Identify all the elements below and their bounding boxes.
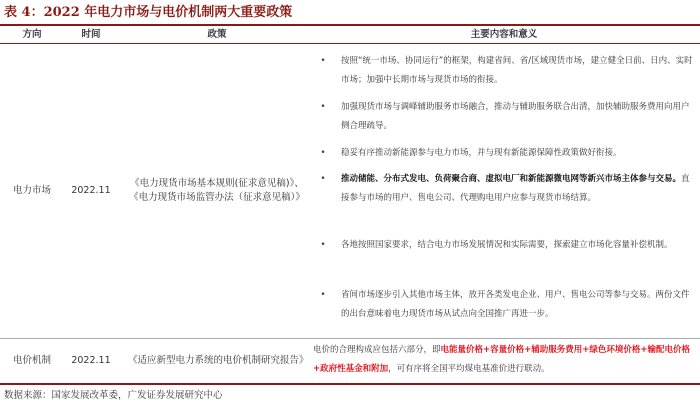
header-direction: 方向 bbox=[22, 29, 42, 40]
bullet-text: 加强现货市场与调峰辅助服务市场融合，推动与辅助服务联合出清，加快辅助服务费用向用户侧合理疏导。 bbox=[341, 102, 690, 131]
bullet-dot-icon: • bbox=[320, 290, 326, 300]
row-content bbox=[313, 341, 697, 379]
row-policy: 《适应新型电力系统的电价机制研究报告》 bbox=[128, 355, 309, 366]
data-source: 数据来源：国家发展改革委，广发证券发展研究中心 bbox=[4, 390, 223, 401]
content-text-after: ，可有序将全国平均煤电基准价进行联动。 bbox=[388, 364, 550, 374]
content-bullet bbox=[313, 236, 693, 274]
header-policy: 政策 bbox=[207, 29, 227, 40]
bullet-text: 稳妥有序推动新能源参与电力市场，并与现有新能源保障性政策做好衔接。 bbox=[341, 148, 622, 158]
row-direction: 电力市场 bbox=[12, 185, 51, 196]
bullet-dot-icon: • bbox=[320, 148, 326, 158]
bullet-normal-text: 直接参与市场的用户、售电公司、代理购电用户应参与现货市场结算。 bbox=[341, 174, 690, 203]
bullet-dot-icon: • bbox=[320, 102, 326, 112]
bullet-dot-icon: • bbox=[320, 56, 326, 66]
row-time: 2022.11 bbox=[71, 355, 111, 366]
content-bullet bbox=[313, 286, 693, 324]
bullet-dot-icon: • bbox=[320, 174, 326, 184]
bullet-dot-icon: • bbox=[320, 240, 326, 250]
bullet-text: 省间市场逐步引入其他市场主体，放开各类发电企业、用户、售电公司等参与交易。两份文件的出台意味着电力现货市场从试点向全国推广再进一步。 bbox=[341, 290, 690, 319]
price-formula-highlight: 电能量价格+容量价格+辅助服务费用+绿色环境价格+输配电价格+政府性基金和附加 bbox=[313, 345, 691, 374]
content-bullet bbox=[313, 98, 693, 136]
table-title: 表 4：2022 年电力市场与电价机制两大重要政策 bbox=[4, 5, 293, 20]
bullet-text: 各地按照国家要求，结合电力市场发展情况和实际需要，探索建立市场化容量补偿机制。 bbox=[341, 240, 673, 250]
row-direction: 电价机制 bbox=[12, 355, 51, 366]
content-text-before: 电价的合理构成应包括六部分，即 bbox=[313, 345, 441, 355]
bullet-text: 按照“统一市场、协同运行”的框架，构建省间、省/区域现货市场，建立健全日前、日内、实时市场；加强中长期市场与现货市场的衔接。 bbox=[341, 56, 693, 85]
bullet-text bbox=[341, 170, 693, 208]
bullet-bold-text: 推动储能、分布式发电、负荷聚合商、虚拟电厂和新能源微电网等新兴市场主体参与交易。 bbox=[341, 174, 682, 184]
header-content: 主要内容和意义 bbox=[470, 29, 538, 40]
table-bottom-rule bbox=[0, 383, 700, 385]
content-bullet bbox=[313, 52, 693, 90]
row-time: 2022.11 bbox=[71, 185, 111, 196]
content-bullet bbox=[313, 170, 693, 227]
row-policy: 《电力现货市场基本规则(征求意见稿)》、《电力现货市场监管办法（征求意见稿）》 bbox=[129, 178, 305, 203]
header-time: 时间 bbox=[81, 29, 101, 40]
content-bullet bbox=[313, 144, 693, 163]
